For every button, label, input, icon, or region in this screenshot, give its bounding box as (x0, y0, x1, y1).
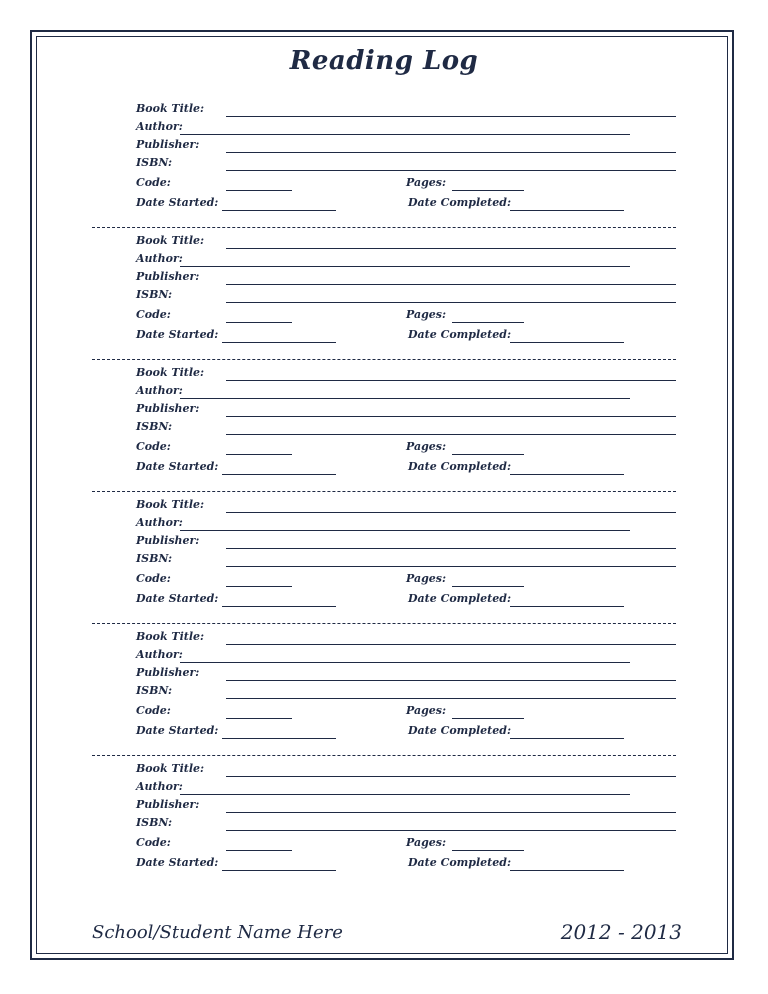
label-book-title: Book Title: (136, 498, 205, 511)
publisher-field[interactable] (226, 284, 676, 285)
pages-field[interactable] (452, 586, 524, 587)
label-date-completed: Date Completed: (408, 592, 512, 605)
label-date-completed: Date Completed: (408, 460, 512, 473)
school-student-name: School/Student Name Here (92, 922, 343, 943)
label-author: Author: (136, 120, 183, 133)
reading-log-entry (92, 624, 676, 756)
label-isbn: ISBN: (136, 156, 173, 169)
label-date-completed: Date Completed: (408, 724, 512, 737)
date-completed-field[interactable] (510, 738, 624, 739)
label-code: Code: (136, 176, 171, 189)
label-date-started: Date Started: (136, 460, 219, 473)
page-title: Reading Log (289, 46, 479, 76)
label-isbn: ISBN: (136, 816, 173, 829)
isbn-field[interactable] (226, 302, 676, 303)
reading-log-entry (92, 756, 676, 888)
author-field[interactable] (180, 398, 630, 399)
code-field[interactable] (226, 586, 292, 587)
date-started-field[interactable] (222, 474, 336, 475)
book-title-field[interactable] (226, 512, 676, 513)
isbn-field[interactable] (226, 830, 676, 831)
label-publisher: Publisher: (136, 270, 200, 283)
label-date-started: Date Started: (136, 196, 219, 209)
label-pages: Pages: (406, 308, 447, 321)
label-date-completed: Date Completed: (408, 856, 512, 869)
reading-log-entry (92, 360, 676, 492)
pages-field[interactable] (452, 454, 524, 455)
label-publisher: Publisher: (136, 666, 200, 679)
label-isbn: ISBN: (136, 552, 173, 565)
isbn-field[interactable] (226, 170, 676, 171)
code-field[interactable] (226, 718, 292, 719)
date-started-field[interactable] (222, 210, 336, 211)
isbn-field[interactable] (226, 698, 676, 699)
book-title-field[interactable] (226, 380, 676, 381)
label-author: Author: (136, 384, 183, 397)
date-completed-field[interactable] (510, 474, 624, 475)
date-started-field[interactable] (222, 870, 336, 871)
label-code: Code: (136, 836, 171, 849)
label-publisher: Publisher: (136, 798, 200, 811)
label-pages: Pages: (406, 836, 447, 849)
label-date-started: Date Started: (136, 592, 219, 605)
isbn-field[interactable] (226, 566, 676, 567)
date-completed-field[interactable] (510, 342, 624, 343)
book-title-field[interactable] (226, 248, 676, 249)
publisher-field[interactable] (226, 680, 676, 681)
label-isbn: ISBN: (136, 288, 173, 301)
school-year: 2012 - 2013 (560, 920, 682, 944)
pages-field[interactable] (452, 322, 524, 323)
label-pages: Pages: (406, 572, 447, 585)
code-field[interactable] (226, 322, 292, 323)
label-code: Code: (136, 308, 171, 321)
label-code: Code: (136, 572, 171, 585)
label-code: Code: (136, 440, 171, 453)
pages-field[interactable] (452, 850, 524, 851)
label-book-title: Book Title: (136, 234, 205, 247)
pages-field[interactable] (452, 190, 524, 191)
label-pages: Pages: (406, 440, 447, 453)
date-completed-field[interactable] (510, 870, 624, 871)
label-isbn: ISBN: (136, 420, 173, 433)
label-pages: Pages: (406, 176, 447, 189)
author-field[interactable] (180, 134, 630, 135)
date-started-field[interactable] (222, 738, 336, 739)
label-author: Author: (136, 780, 183, 793)
label-book-title: Book Title: (136, 630, 205, 643)
publisher-field[interactable] (226, 812, 676, 813)
author-field[interactable] (180, 530, 630, 531)
label-book-title: Book Title: (136, 762, 205, 775)
label-date-started: Date Started: (136, 328, 219, 341)
label-code: Code: (136, 704, 171, 717)
date-started-field[interactable] (222, 606, 336, 607)
label-publisher: Publisher: (136, 402, 200, 415)
code-field[interactable] (226, 850, 292, 851)
reading-log-entry (92, 492, 676, 624)
label-pages: Pages: (406, 704, 447, 717)
date-completed-field[interactable] (510, 210, 624, 211)
publisher-field[interactable] (226, 152, 676, 153)
label-author: Author: (136, 252, 183, 265)
code-field[interactable] (226, 454, 292, 455)
label-author: Author: (136, 648, 183, 661)
author-field[interactable] (180, 662, 630, 663)
label-book-title: Book Title: (136, 366, 205, 379)
label-date-completed: Date Completed: (408, 328, 512, 341)
date-completed-field[interactable] (510, 606, 624, 607)
book-title-field[interactable] (226, 644, 676, 645)
label-date-completed: Date Completed: (408, 196, 512, 209)
author-field[interactable] (180, 794, 630, 795)
book-title-field[interactable] (226, 116, 676, 117)
book-title-field[interactable] (226, 776, 676, 777)
date-started-field[interactable] (222, 342, 336, 343)
isbn-field[interactable] (226, 434, 676, 435)
label-isbn: ISBN: (136, 684, 173, 697)
code-field[interactable] (226, 190, 292, 191)
label-publisher: Publisher: (136, 534, 200, 547)
author-field[interactable] (180, 266, 630, 267)
label-publisher: Publisher: (136, 138, 200, 151)
pages-field[interactable] (452, 718, 524, 719)
reading-log-entry (92, 228, 676, 360)
label-book-title: Book Title: (136, 102, 205, 115)
label-date-started: Date Started: (136, 724, 219, 737)
reading-log-entry (92, 96, 676, 228)
publisher-field[interactable] (226, 548, 676, 549)
label-date-started: Date Started: (136, 856, 219, 869)
label-author: Author: (136, 516, 183, 529)
publisher-field[interactable] (226, 416, 676, 417)
